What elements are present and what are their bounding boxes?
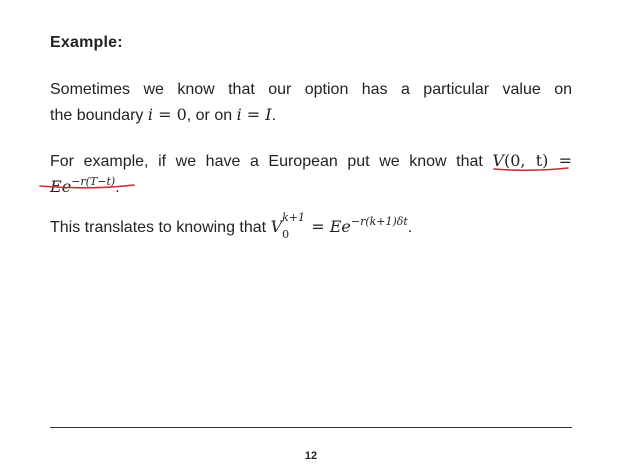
text-fragment: .	[115, 179, 120, 196]
paragraph-line	[50, 211, 572, 241]
paragraph-line	[50, 102, 572, 128]
math-exp-base: e	[61, 177, 72, 196]
math-exp-base: e	[341, 217, 351, 236]
math-operator: =	[152, 105, 177, 124]
page-number: 12	[304, 450, 318, 462]
math-subscript: 0	[282, 228, 290, 241]
math-operator: =	[241, 105, 266, 124]
math-operator: =	[306, 217, 330, 236]
text-fragment: .	[407, 219, 413, 236]
math-variable: E	[329, 217, 342, 236]
paragraph-european-put	[50, 148, 572, 201]
math-value: I	[265, 105, 272, 124]
math-superscript: k+1	[282, 211, 306, 224]
math-value: 0	[176, 105, 187, 124]
text-fragment: This translates to knowing that	[50, 219, 271, 236]
math-args: (0, t)	[503, 151, 549, 170]
paragraph-translation	[50, 211, 572, 241]
paragraph-line: Sometimes we know that our option has a particular value on	[50, 81, 572, 98]
text-fragment: , or on	[186, 107, 237, 124]
text-fragment: .	[271, 107, 277, 124]
slide-heading: Example:	[50, 34, 123, 51]
text-fragment: For example, if we have a European put we know that	[50, 153, 493, 170]
math-variable: V	[492, 151, 504, 170]
text-fragment: the boundary	[50, 107, 148, 124]
math-exponent: −r(T−t)	[71, 175, 116, 188]
math-variable: i	[147, 105, 153, 124]
math-exponent: −r(k+1)δt	[350, 215, 408, 228]
paragraph-boundary	[50, 77, 572, 128]
paragraph-line	[50, 148, 572, 174]
math-operator: =	[548, 151, 573, 170]
math-variable: E	[50, 177, 62, 196]
footer-rule	[50, 427, 572, 428]
paragraph-line	[50, 174, 572, 201]
math-variable: V	[270, 217, 283, 236]
math-supsub	[282, 211, 306, 241]
math-variable: i	[236, 105, 242, 124]
